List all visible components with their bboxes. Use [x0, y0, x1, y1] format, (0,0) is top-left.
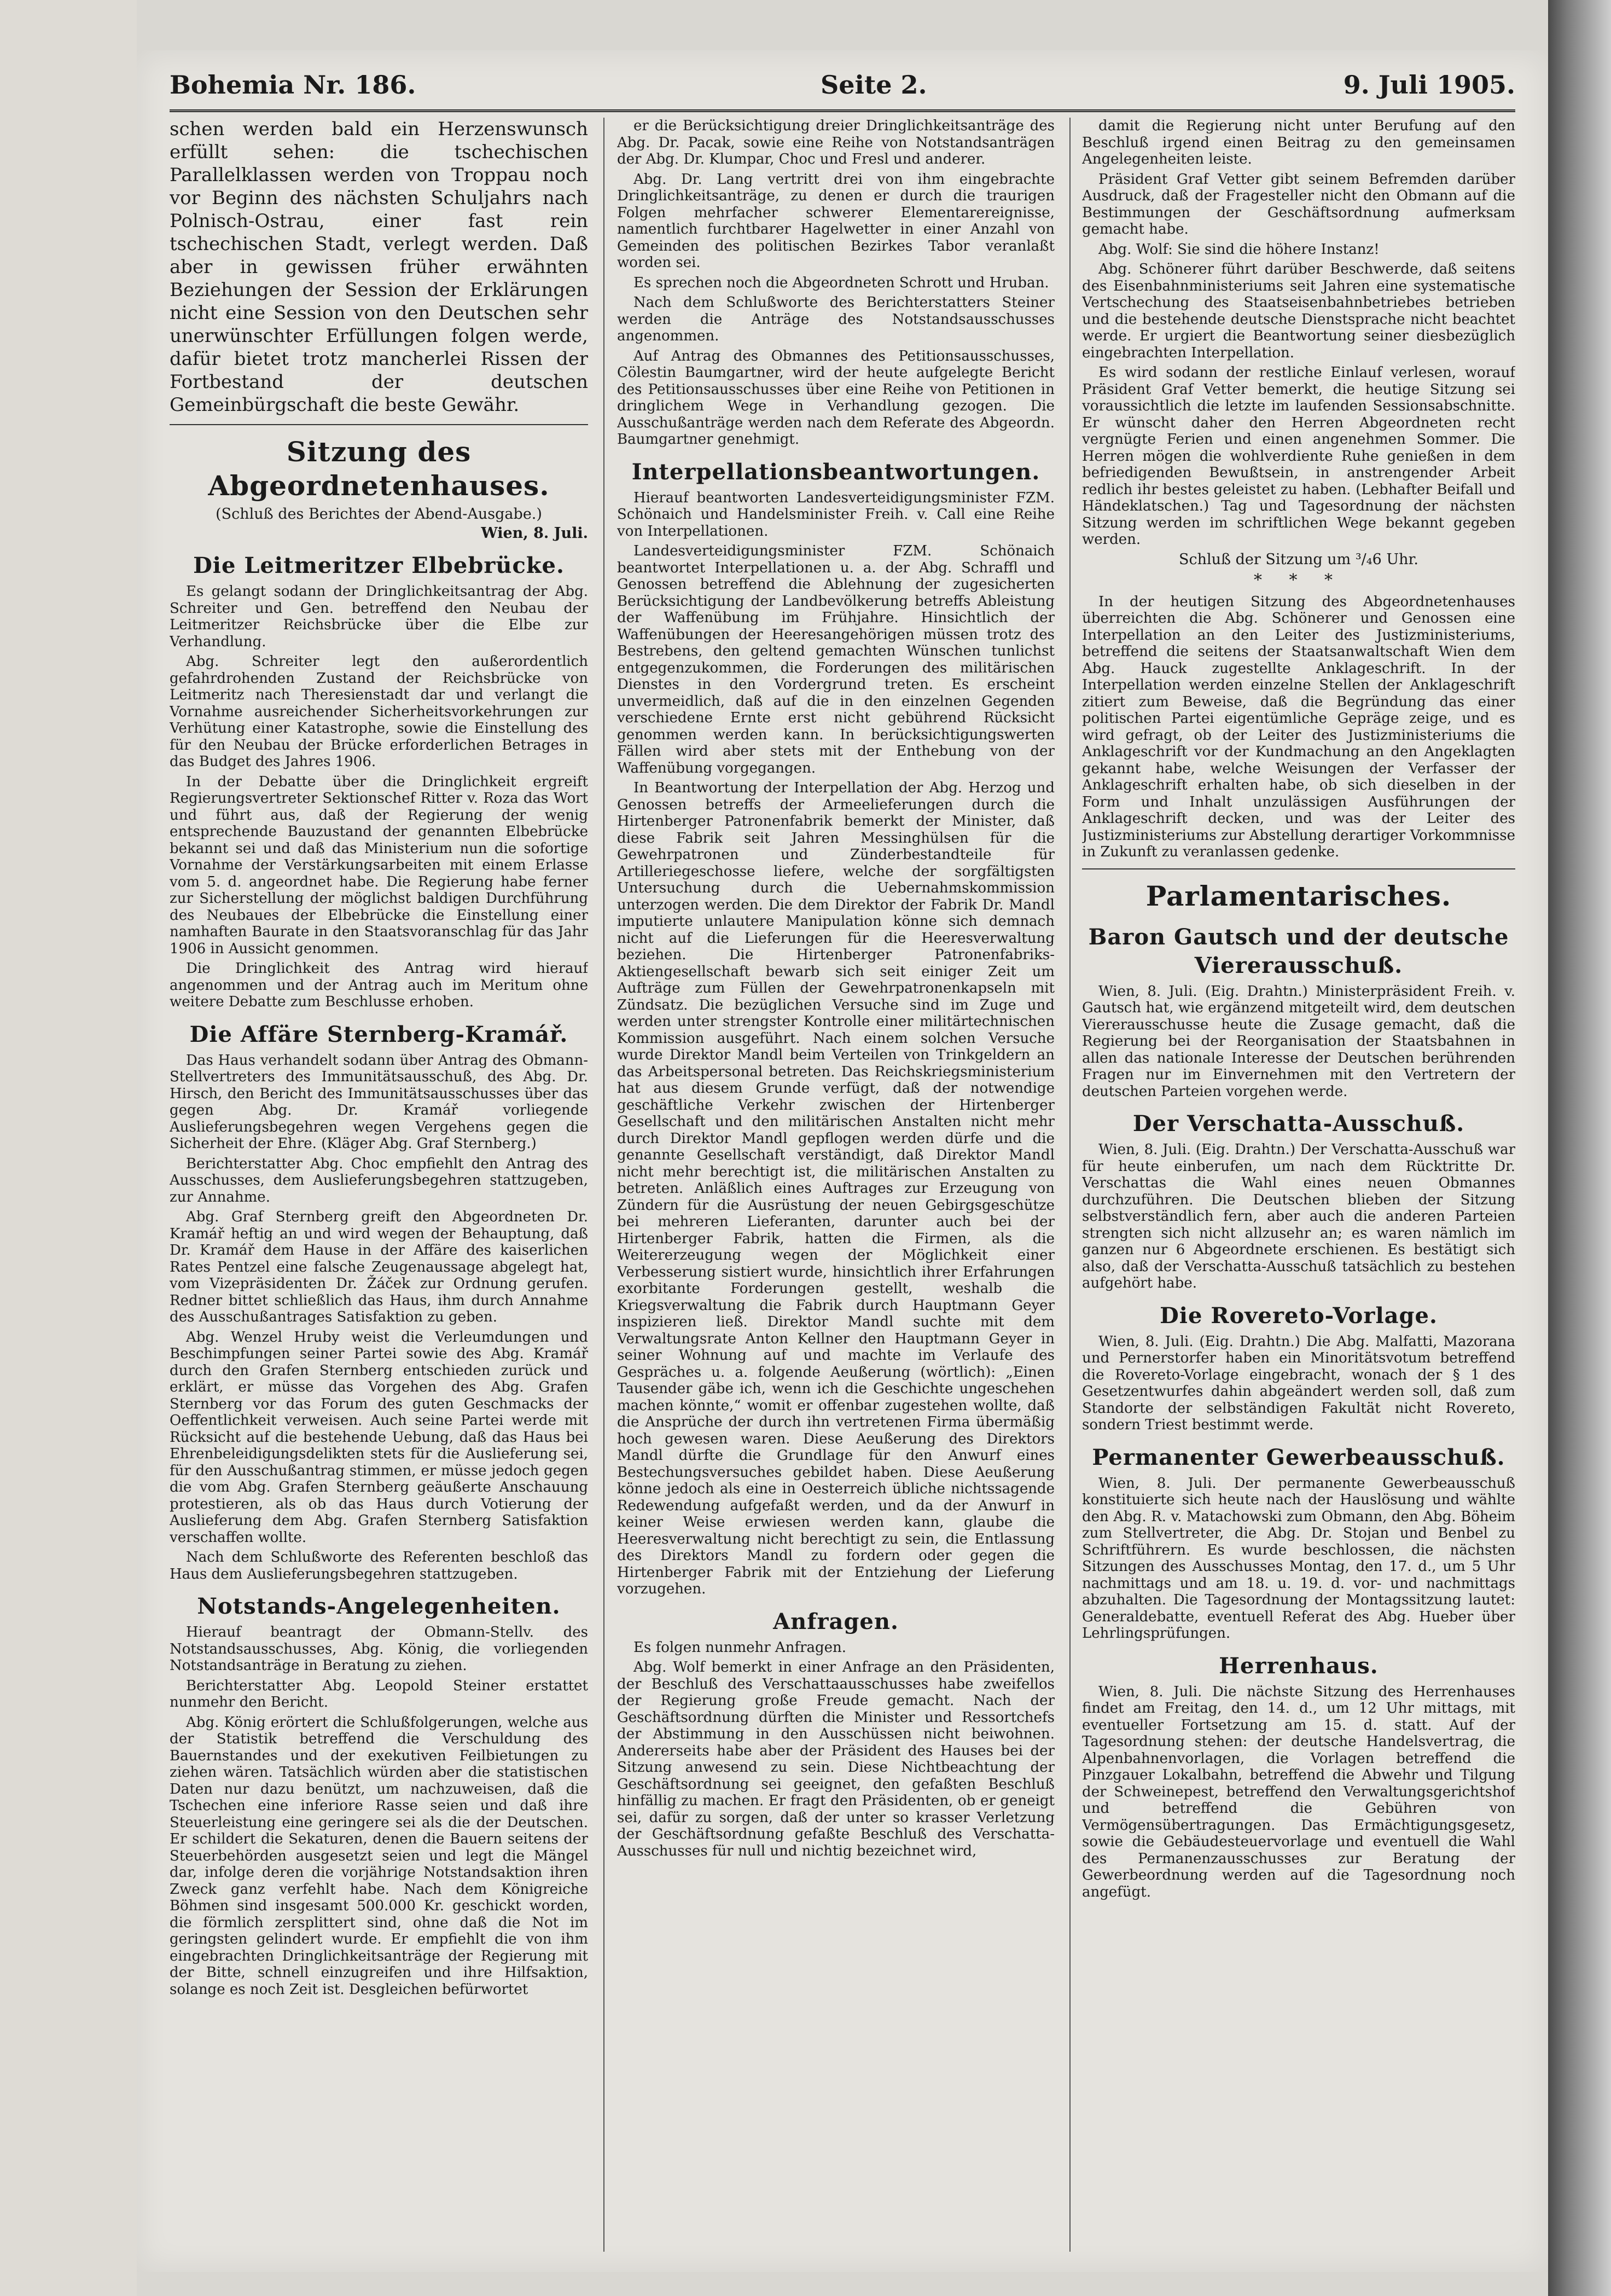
article-heading: Die Rovereto-Vorlage. [1160, 1302, 1438, 1329]
scan-margin-left [0, 0, 137, 2296]
article-heading: Anfragen. [773, 1608, 899, 1634]
column-rule-1 [603, 118, 604, 2252]
paragraph: Abg. Dr. Lang vertritt drei von ihm eingebrachte Dringlichkeitsanträge, zu denen er durch die traurigen Folgen mehrfacher schwerer Elementarereignisse, namentlich furchtbarer Hagelwetter in einer Anzahl von Gemeinden des politischen Bezirkes Tabor veranlaßt worden sei. [617, 171, 1055, 271]
column-1 [170, 118, 588, 2257]
paragraph: Es gelangt sodann der Dringlichkeitsantrag der Abg. Schreiter und Gen. betreffend den Neubau der Leitmeritzer Reichsbrücke über die Elbe zur Verhandlung. [170, 583, 588, 650]
paragraph: Abg. Schreiter legt den außerordentlich gefahrdrohenden Zustand der Reichsbrücke von Leitmeritz nach Theresienstadt dar und verlangt die Vornahme ausreichender Sicherheitsvorkehrungen zur Verhütung einer Katastrophe, sowie die Einstellung des für den Neubau der Brücke erforderlichen Betrages in das Budget des Jahres 1906. [170, 653, 588, 770]
paragraph: Die Dringlichkeit des Antrag wird hierauf angenommen und der Antrag auch im Meritum ohne weitere Debatte zum Beschlusse erhoben. [170, 960, 588, 1010]
article-heading: Baron Gautsch und der deutsche Viererausschuß. [1088, 924, 1509, 978]
paragraph: Abg. Graf Sternberg greift den Abgeordneten Dr. Kramář heftig an und wird wegen der Behauptung, daß Dr. Kramář dem Hause in der Affäre des kaiserlichen Rates Pentzel eine falsche Zeugenaussage abgelegt hat, vom Vizepräsidenten Dr. Žáček zur Ordnung gerufen. Redner bittet schließlich das Haus, ihm durch Annahme des Ausschußantrages Satisfaktion zu geben. [170, 1209, 588, 1325]
paragraph: Es wird sodann der restliche Einlauf verlesen, worauf Präsident Graf Vetter bemerkt, die heutige Sitzung sei voraussichtlich die letzte im laufenden Sessionsabschnitte. Er wünscht daher den Herren Abgeordneten recht vergnügte Ferien und einen angenehmen Sommer. Die Herren mögen die wohlverdiente Ruhe genießen in dem befriedigenden Bewußtsein, in anstrengender Arbeit redlich ihr bestes geleistet zu haben. (Lebhafter Beifall und Händeklatschen.) Tag und Tagesordnung der nächsten Sitzung werden im schriftlichen Wege bekannt gegeben werden. [1082, 364, 1515, 548]
paragraph: Wien, 8. Juli. (Eig. Drahtn.) Die Abg. Malfatti, Mazorana und Pernerstorfer haben ein Minoritätsvotum betreffend die Rovereto-Vorlage eingebracht, wonach der § 1 des Gesetzentwurfes dahin abgeändert werden soll, daß zum Standorte der selbständigen Fakultät nicht Rovereto, sondern Triest bestimmt werde. [1082, 1333, 1515, 1433]
article-heading: Der Verschatta-Ausschuß. [1132, 1111, 1465, 1137]
paragraph: Hierauf beantworten Landesverteidigungsminister FZM. Schönaich und Handelsminister Freih. v. Call eine Reihe von Interpellationen. [617, 489, 1055, 540]
paragraph: In der heutigen Sitzung des Abgeordnetenhauses überreichten die Abg. Schönerer und Genossen eine Interpellation an den Leiter des Justizministeriums, betreffend die seitens der Staatsanwaltschaft Wien dem Abg. Hauck zugestellte Anklageschrift. In der Interpellation werden einzelne Stellen der Anklageschrift zitiert zum Beweise, daß die Begründung das einer politischen Partei eigentümliche Gepräge zeige, und es wird gefragt, ob der Leiter des Justizministeriums die Anklageschrift vor der Kundmachung an den Angeklagten gekannt habe, welche Weisungen der Verfasser der Anklageschrift erhalten habe, ob sich dieselben in der Form und Inhalt unzulässigen Ausführungen der Anklageschrift decken, und was der Leiter des Justizministeriums zur Abstellung derartiger Vorkommnisse in Zukunft zu veranlassen gedenke. [1082, 593, 1515, 860]
paragraph: Wien, 8. Juli. (Eig. Drahtn.) Der Verschatta-Ausschuß war für heute einberufen, um nach dem Rücktritte Dr. Verschattas die Wahl eines neuen Obmannes durchzuführen. Die Deutschen blieben der Sitzung selbstverständlich fern, aber auch die anderen Parteien strengten sich nicht allzusehr an; es waren nämlich im ganzen nur 6 Abgeordnete erschienen. Es bestätigt sich also, daß der Verschatta-Ausschuß tatsächlich zu bestehen aufgehört habe. [1082, 1141, 1515, 1291]
paragraph: Abg. Schönerer führt darüber Beschwerde, daß seitens des Eisenbahnministeriums seit Jahren eine systematische Vertschechung des Staatseisenbahnbetriebes betrieben und die bestehende deutsche Dienstsprache nicht beachtet werde. Er urgiert die Beantwortung seiner diesbezüglich eingebrachten Interpellation. [1082, 261, 1515, 361]
paragraph: Wien, 8. Juli. Der permanente Gewerbeausschuß konstituierte sich heute nach der Hauslösung und wählte den Abg. R. v. Matachowski zum Obmann, den Abg. Böheim zum Stellvertreter, die Abg. Dr. Stojan und Benbel zu Schriftführern. Es wurde beschlossen, die nächsten Sitzungen des Ausschusses Montag, den 17. d., um 5 Uhr nachmittags und am 18. u. 19. d. vor- und nachmittags abzuhalten. Die Tagesordnung der Montagssitzung lautet: Generaldebatte, eventuell Referat des Abg. Hueber über Lehrlingsprüfungen. [1082, 1475, 1515, 1642]
paragraph: Es sprechen noch die Abgeordneten Schrott und Hruban. [633, 274, 1049, 291]
paragraph: Auf Antrag des Obmannes des Petitionsausschusses, Cölestin Baumgartner, wird der heute aufgelegte Bericht des Petitionsausschusses über eine Reihe von Petitionen in dringlichem Wege in Verhandlung gezogen. Die Ausschußanträge werden nach dem Referate des Abgeordn. Baumgartner genehmigt. [617, 347, 1055, 448]
paragraph: Das Haus verhandelt sodann über Antrag des Obmann-Stellvertreters des Immunitätsausschuß, des Abg. Dr. Hirsch, den Bericht des Immunitätsausschusses über das gegen Abg. Dr. Kramář vorliegende Auslieferungsbegehren wegen Vergehens gegen die Sicherheit der Ehre. (Kläger Abg. Graf Sternberg.) [170, 1052, 588, 1152]
paragraph: Wien, 8. Juli. (Eig. Drahtn.) Ministerpräsident Freih. v. Gautsch hat, wie ergänzend mitgeteilt wird, dem deutschen Viererausschusse heute die Zusage gemacht, daß die Regierung bei der Reorganisation der Staatsbahnen in allen das nationale Interesse der Deutschen berührenden Fragen nur im Einvernehmen mit den Vertretern der deutschen Parteien vorgehen werde. [1082, 983, 1515, 1100]
paragraph: Abg. Wenzel Hruby weist die Verleumdungen und Beschimpfungen seiner Partei sowie des Abg. Kramář durch den Grafen Sternberg entschieden zurück und erklärt, er müsse das Vorgehen des Abg. Grafen Sternberg vor das Forum des guten Geschmacks der Oeffentlichkeit verweisen. Auch seine Partei werde mit Rücksicht auf die bestehende Uebung, daß das Haus bei Ehrenbeleidigungsdelikten stets für die Auslieferung sei, für den Ausschußantrag stimmen, er müsse jedoch gegen die vom Abg. Grafen Sternberg geäußerte Anschauung protestieren, als ob das Haus durch Votierung der Auslieferung dem Abg. Grafen Sternberg Satisfaktion verschaffen wollte. [170, 1329, 588, 1546]
paragraph: In der Debatte über die Dringlichkeit ergreift Regierungsvertreter Sektionschef Ritter v. Roza das Wort und führt aus, daß der Regierung der wenig entsprechende Bauzustand der genannten Elbebrücke bekannt sei und daß das Ministerium nun die sofortige Vornahme der Verstärkungsarbeiten mit einem Erlasse vom 5. d. angeordnet habe. Die Regierung habe ferner zur Sicherstellung der möglichst baldigen Durchführung des Neubaues der Elbebrücke die Einstellung einer namhaften Baurate in den Staatsvoranschlag für das Jahr 1906 in Aussicht genommen. [170, 773, 588, 957]
section-divider [170, 424, 588, 425]
section-title: Parlamentarisches. [1145, 879, 1452, 912]
column-2 [617, 118, 1055, 2257]
section-divider [1082, 868, 1515, 869]
newspaper-issue: Bohemia Nr. 186. [170, 70, 416, 100]
article-heading: Interpellationsbeantwortungen. [631, 459, 1040, 485]
section-subtitle: (Schluß des Berichtes der Abend-Ausgabe.) [216, 506, 542, 523]
separator-stars: * * * [1253, 571, 1344, 590]
paragraph: damit die Regierung nicht unter Berufung auf den Beschluß irgend einen Beitrag zu den gemeinsamen Angelegenheiten leiste. [1082, 118, 1515, 167]
column-3 [1082, 118, 1515, 2257]
issue-date: 9. Juli 1905. [1343, 70, 1515, 100]
dateline: Wien, 8. Juli. [481, 524, 588, 542]
paragraph: Hierauf beantragt der Obmann-Stellv. des Notstandsausschusses, Abg. König, die vorliegenden Notstandsanträge in Beratung zu ziehen. [170, 1624, 588, 1674]
paragraph: Nach dem Schlußworte des Berichterstatters Steiner werden die Anträge des Notstandsausschusses angenommen. [617, 294, 1055, 344]
page-header [170, 70, 1515, 112]
page-number: Seite 2. [821, 70, 927, 100]
paragraph: Landesverteidigungsminister FZM. Schönaich beantwortet Interpellationen u. a. der Abg. Schraffl und Genossen betreffend die Ablehnung der zugesicherten Berücksichtigung der Landbevölkerung betreffs Ableistung der Waffenübung im Frühjahre. Hinsichtlich der Waffenübungen der Heeresangehörigen müssen trotz des Bestrebens, den geltend gemachten Wünschen tunlichst entgegenzukommen, die Forderungen des militärischen Dienstes in den Vordergrund treten. Es erscheint unvermeidlich, daß auf die in den einzelnen Gegenden verschiedene Ernte erst nicht gebührend Rücksicht genommen werden kann. In berücksichtigungswerten Fällen wird aber stets mit der Enthebung von der Waffenübung vorgegangen. [617, 543, 1055, 776]
column-rule-2 [1069, 118, 1071, 2252]
article-continuation: schen werden bald ein Herzenswunsch erfüllt sehen: die tschechischen Parallelklassen werden von Troppau noch vor Beginn des nächsten Schuljahrs nach Polnisch-Ostrau, einer fast rein tschechischen Stadt, verlegt werden. Daß aber in gewissen früher erwähnten Beziehungen der Session der Erklärungen nicht eine Session von den Deutschen sehr unerwünschter Erfüllungen folgen werde, dafür bietet trotz mancherlei Rissen der Fortbestand der deutschen Gemeinbürgschaft die beste Gewähr. [170, 118, 588, 416]
article-heading: Die Leitmeritzer Elbebrücke. [193, 553, 565, 578]
paragraph: Abg. König erörtert die Schlußfolgerungen, welche aus der Statistik betreffend die Verschuldung des Bauernstandes und der exekutiven Feilbietungen zu ziehen wären. Tatsächlich würden aber die statistischen Daten nur dazu benützt, um nachzuweisen, daß die Tschechen eine inferiore Rasse seien und daß ihre Steuerleistung eine geringere sei als die der Deutschen. Er schildert die Sekaturen, denen die Bauern seitens der Steuerbehörden ausgesetzt seien und legt die Mängel dar, infolge deren die vorjährige Notstandsaktion ihren Zweck ganz verfehlt habe. Nach dem Königreiche Böhmen sind insgesamt 500.000 Kr. geschickt worden, die förmlich zersplittert sind, ohne daß die Not im geringsten gelindert wurde. Er empfiehlt die von ihm eingebrachten Dringlichkeitsanträge der Regierung mit der Bitte, schnell einzugreifen und ihre Hilfsaktion, solange es noch Zeit ist. Desgleichen befürwortet [170, 1714, 588, 1998]
paragraph: In Beantwortung der Interpellation der Abg. Herzog und Genossen betreffs der Armeelieferungen durch die Hirtenberger Patronenfabrik bemerkt der Minister, daß diese Fabrik seit Jahren Messinghülsen für die Gewehrpatronen und Zünderbestandteile für Artilleriegeschosse liefere, welche der sorgfältigsten Untersuchung durch die Uebernahmskommission unterzogen werden. Die dem Direktor der Fabrik Dr. Mandl imputierte unlautere Manipulation könne sich demnach nicht auf die Lieferungen für die Heeresverwaltung beziehen. Die Hirtenberger Patronenfabriks-Aktiengesellschaft bewarb sich seit einiger Zeit um Aufträge zum Füllen der Gewehrpatronenkapseln mit Zündsatz. Die bezüglichen Versuche sind im Zuge und werden unter strengster Kontrolle einer militärtechnischen Kommission ausgeführt. Nach einem solchen Versuche wurde Direktor Mandl beim Verteilen von Trinkgeldern an das Arbeitspersonal betreten. Das Reichskriegsministerium hat aus diesem Grunde verfügt, daß der notwendige geschäftliche Verkehr zwischen der Hirtenberger Gesellschaft und den militärischen Anstalten nicht mehr durch Direktor Mandl gepflogen werden dürfe und die genannte Gesellschaft verständigt, daß Direktor Mandl nicht mehr berechtigt ist, die militärischen Anstalten zu betreten. Anläßlich eines Auftrages zur Erzeugung von Zündern für die Ausrüstung der neuen Gebirgsgeschütze bei mehreren Lieferanten, darunter auch bei der Hirtenberger Fabrik, hatten die Firmen, als die Weitererzeugung wegen der Möglichkeit einer Verbesserung sistiert wurde, hinsichtlich ihrer Erfahrungen exorbitante Forderungen gestellt, weshalb die Kriegsverwaltung die Fabrik durch Hauptmann Geyer inspizieren ließ. Direktor Mandl suchte mit dem Verwaltungsrate Anton Kellner den Hauptmann Geyer in seiner Wohnung auf und machte im Verlaufe des Gespräches u. a. folgende Aeußerung (wörtlich): „Einen Tausender gäbe ich, wenn ich die Geschichte ungeschehen machen könnte,“ womit er offenbar zugestehen wollte, daß die Ansprüche der durch ihn vertretenen Firma übermäßig hoch gewesen waren. Diese Aeußerung des Direktors Mandl dürfte die Grundlage für den Anwurf eines Bestechungsversuches gebildet haben. Diese Aeußerung könne jedoch als eine in Oesterreich übliche nichtssagende Redewendung aufgefaßt werden, und da der Anwurf in keiner Weise erwiesen werden kann, glaube die Heeresverwaltung nicht berechtigt zu sein, die Entlassung des Direktors Mandl zu fordern oder gegen die Hirtenberger Fabrik mit der Entziehung der Lieferung vorzugehen. [617, 780, 1055, 1597]
article-heading: Die Affäre Sternberg-Kramář. [189, 1021, 568, 1047]
section-title: Sitzung des Abgeordnetenhauses. [208, 436, 550, 502]
article-heading: Permanenter Gewerbeausschuß. [1092, 1444, 1505, 1470]
article-heading: Notstands-Angelegenheiten. [197, 1593, 561, 1619]
scan-margin-right [1548, 0, 1611, 2296]
paragraph: Abg. Wolf: Sie sind die höhere Instanz! [1098, 241, 1380, 258]
paragraph: Wien, 8. Juli. Die nächste Sitzung des Herrenhauses findet am Freitag, den 14. d., um 12 Uhr mittags, mit eventueller Fortsetzung am 15. d. statt. Auf der Tagesordnung stehen: der deutsche Handelsvertrag, die Alpenbahnenvorlagen, die Vorlagen betreffend die Pinzgauer Lokalbahn, betreffend die Abwehr und Tilgung der Schweinepest, betreffend den Verwaltungsgerichtshof und betreffend die Gebühren von Vermögensübertragungen. Das Ermächtigungsgesetz, sowie die Gebäudesteuervorlage und eventuell die Wahl des Permanenzausschusses zur Beratung der Gewerbeordnung werden auf die Tagesordnung noch angefügt. [1082, 1683, 1515, 1900]
paragraph: Berichterstatter Abg. Leopold Steiner erstattet nunmehr den Bericht. [170, 1677, 588, 1711]
paragraph: Präsident Graf Vetter gibt seinem Befremden darüber Ausdruck, daß der Fragesteller nicht den Obmann auf die Bestimmungen der Geschäftsordnung aufmerksam gemacht habe. [1082, 171, 1515, 237]
paragraph: er die Berücksichtigung dreier Dringlichkeitsanträge des Abg. Dr. Pacak, sowie eine Reihe von Notstandsanträgen der Abg. Dr. Klumpar, Choc und Fresl und anderer. [617, 118, 1055, 167]
paragraph: Abg. Wolf bemerkt in einer Anfrage an den Präsidenten, der Beschluß des Verschattaausschusses habe zweifellos der Regierung große Freude gemacht. Nach der Geschäftsordnung dürften die Minister und Ressortchefs der Abstimmung in den Ausschüssen nicht beiwohnen. Andererseits habe aber der Präsident des Hauses bei der Sitzung anwesend zu sein. Diese Nichtbeachtung der Geschäftsordnung sei geeignet, den gefaßten Beschluß hinfällig zu machen. Er fragt den Präsidenten, ob er geneigt sei, dafür zu sorgen, daß der unter so krasser Verletzung der Geschäftsordnung gefaßte Beschluß des Verschatta-Ausschusses für null und nichtig bezeichnet wird, [617, 1659, 1055, 1859]
session-close: Schluß der Sitzung um ³/₄6 Uhr. [1179, 550, 1418, 568]
paragraph: Es folgen nunmehr Anfragen. [633, 1639, 847, 1656]
article-heading: Herrenhaus. [1219, 1653, 1379, 1679]
paragraph: Berichterstatter Abg. Choc empfiehlt den Antrag des Ausschusses, dem Auslieferungsbegehren stattzugeben, zur Annahme. [170, 1155, 588, 1205]
paragraph: Nach dem Schlußworte des Referenten beschloß das Haus dem Auslieferungsbegehren stattzugeben. [170, 1549, 588, 1582]
